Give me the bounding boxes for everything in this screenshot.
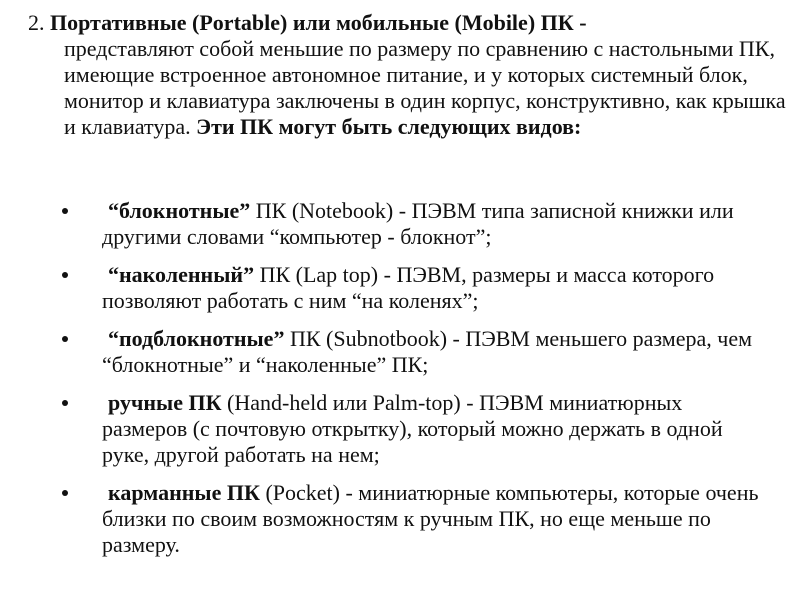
bullet-icon xyxy=(62,400,68,406)
intro-heading: Портативные (Portable) или мобильные (Mobile) ПК - xyxy=(50,10,587,35)
intro-number: 2. xyxy=(28,10,50,35)
item-term: “наколенный” xyxy=(108,262,255,287)
list-item xyxy=(62,198,767,250)
item-term: карманные ПК xyxy=(108,480,260,505)
bullet-icon xyxy=(62,336,68,342)
item-term: “блокнотные” xyxy=(108,198,251,223)
item-term: ручные ПК xyxy=(108,390,222,415)
intro-body xyxy=(28,36,793,140)
intro-paragraph xyxy=(28,10,793,140)
item-description: ПК (Notebook) - ПЭВМ типа записной книжки или другими словами “компьютер - блокнот”; xyxy=(102,198,734,249)
bullet-icon xyxy=(62,490,68,496)
item-term: “подблокнотные” xyxy=(108,326,285,351)
list-item xyxy=(62,262,767,314)
item-description: ПК (Subnotbook) - ПЭВМ меньшего размера, чем “блокнотные” и “наколенные” ПК; xyxy=(102,326,753,377)
item-description: (Pocket) - миниатюрные компьютеры, которые очень близки по своим возможностям к ручным ПК, но еще меньше по размеру. xyxy=(102,480,759,557)
bullet-icon xyxy=(62,272,68,278)
intro-body-bold: Эти ПК могут быть следующих видов: xyxy=(196,114,582,139)
list-item xyxy=(62,480,767,558)
item-description: (Hand-held или Palm-top) - ПЭВМ миниатюрных размеров (с почтовую открытку), который можно держать в одной руке, другой работать на нем; xyxy=(102,390,723,467)
intro-heading-line xyxy=(28,10,793,36)
pc-types-list xyxy=(62,198,767,570)
bullet-icon xyxy=(62,208,68,214)
item-description: ПК (Lap top) - ПЭВМ, размеры и масса которого позволяют работать с ним “на коленях”; xyxy=(102,262,715,313)
list-item xyxy=(62,390,767,468)
list-item xyxy=(62,326,767,378)
intro-body-text: представляют собой меньшие по размеру по сравнению с настольными ПК, имеющие встроенное автономное питание, и у которых системный блок, монитор и клавиатура заключены в один корпус, конструктивно, как крышка и клавиатура. xyxy=(64,36,786,139)
